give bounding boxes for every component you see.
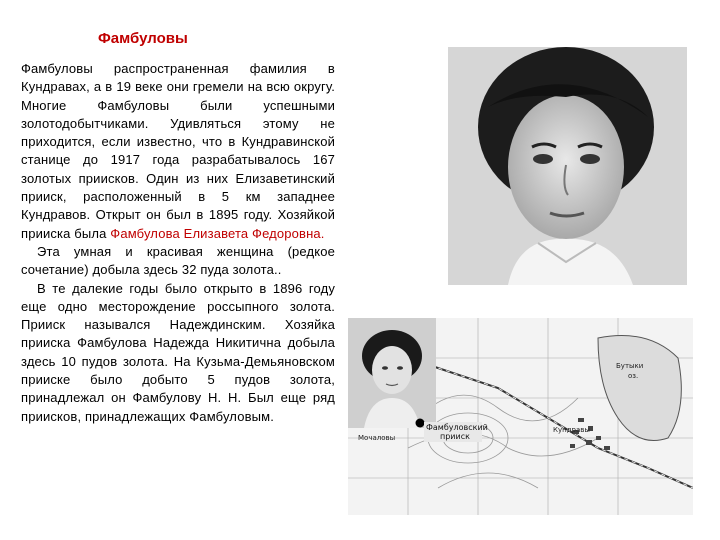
article-text — [21, 60, 335, 426]
paragraph-intro-text: Фамбуловы распространенная фамилия в Кундравах, а в 19 веке они гремели на всю округу. Многие Фамбуловы были успешными золотодобытчиками. Удивляться этому не приходится, если известно, что в Кундравинской станице до 1917 года разрабатывалось 167 золотых приисков. Один из них Елизаветинский прииск, расположенный в 5 км западнее Кундравов. Открыт он был в 1895 году. Хозяйкой прииска была — [21, 61, 335, 241]
map-label-mine: Фамбуловский — [426, 423, 488, 432]
paragraph-third: В те далекие годы было открыто в 1896 году еще одно месторождение россыпного золота. Прииск назывался Надеждинским. Хозяйка прииска Фамбулова Надежда Никитична добыла здесь 10 пудов золота. На Кузьма-Демьяновском прииске было добыто 5 пудов золота, принадлежал он Фамбулову Н. Н. Был еще ряд приисков, принадлежащих Фамбуловым. — [21, 280, 335, 424]
map-label-mine2: прииск — [440, 432, 470, 441]
map-label-village: Бутыки — [616, 362, 644, 370]
paragraph-intro — [21, 60, 335, 243]
map-image — [348, 318, 693, 515]
paragraph-second: Эта умная и красивая женщина (редкое сочетание) добыла здесь 32 пуда золота.. — [21, 243, 335, 278]
page-title: Фамбуловы — [98, 30, 188, 47]
map-label-misc: Мочаловы — [358, 434, 396, 442]
map-label-town: Кундравы — [553, 426, 590, 434]
portrait-photo — [448, 47, 687, 285]
map-label-lake: оз. — [628, 372, 639, 380]
highlight-name: Фамбулова Елизавета Федоровна. — [110, 225, 325, 241]
